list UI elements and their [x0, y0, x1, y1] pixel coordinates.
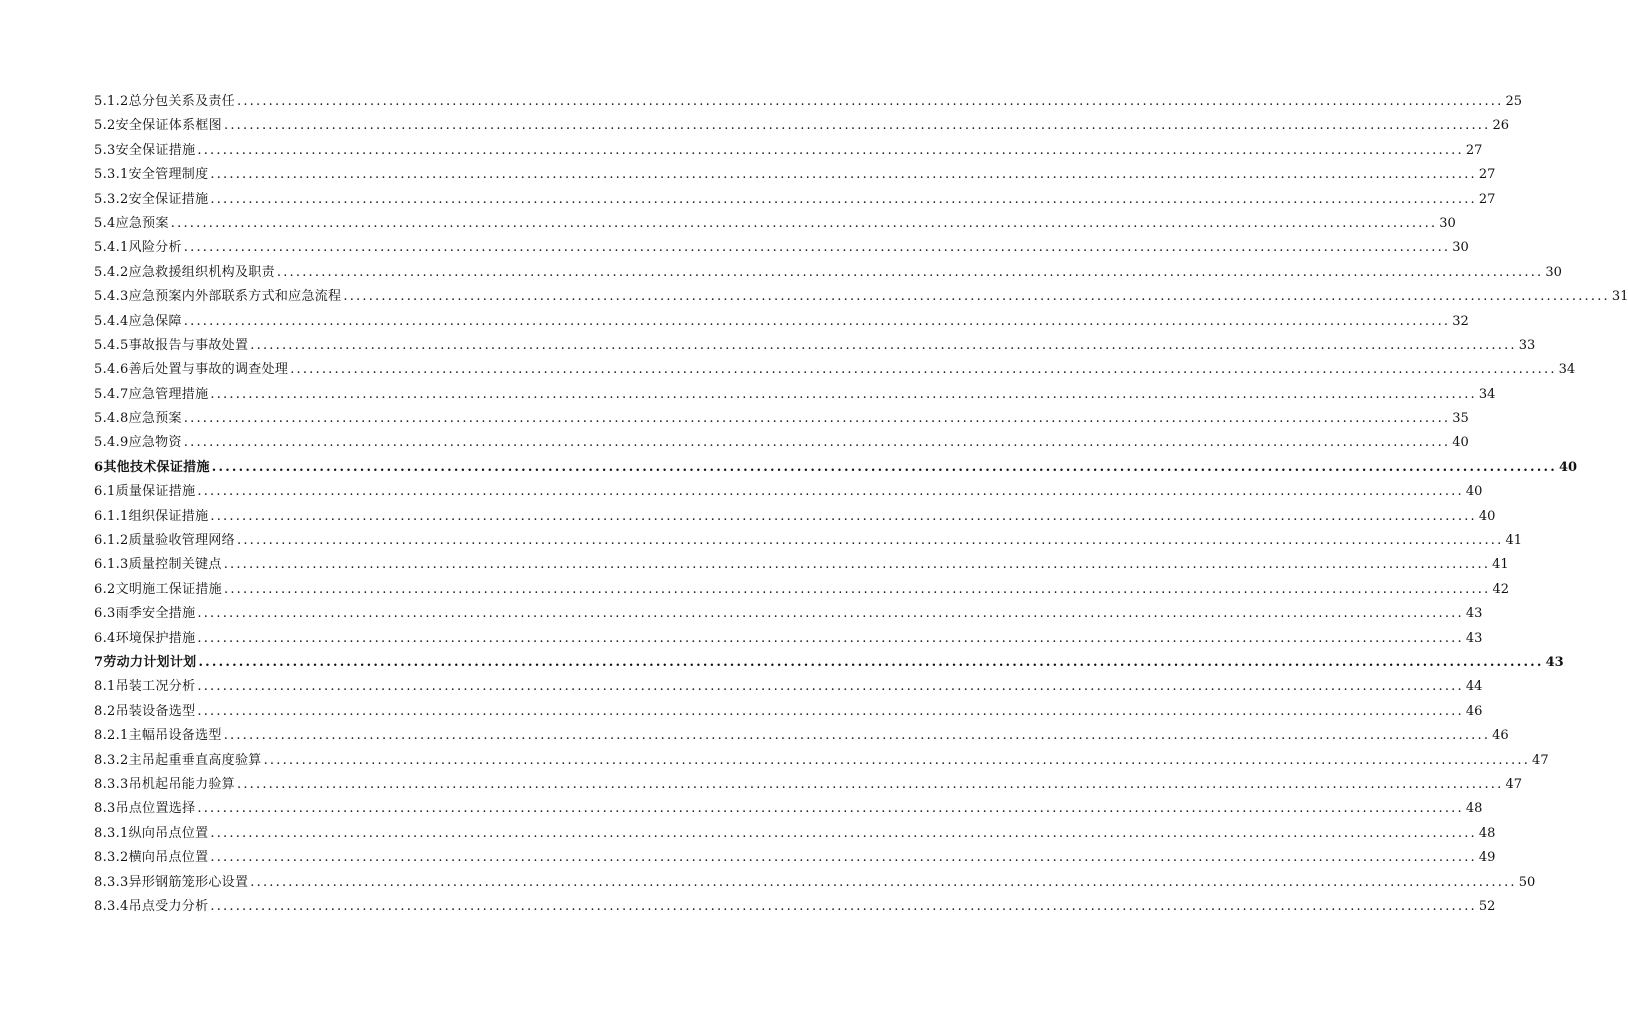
- toc-entry-page-number: 31: [1611, 289, 1628, 305]
- toc-entry-title: 8.3.2主吊起重垂直高度验算: [94, 752, 262, 768]
- dot-leader: ........................................................................................................................................................................................................: [183, 313, 1451, 329]
- toc-entry-page-number: 32: [1452, 313, 1469, 329]
- toc-entry-title: 5.4.7应急管理措施: [94, 386, 209, 402]
- toc-entry-page-number: 30: [1452, 240, 1469, 256]
- dot-leader: ........................................................................................................................................................................................................: [210, 167, 1477, 183]
- toc-entry-title: 8.3吊点位置选择: [94, 801, 196, 817]
- toc-entry[interactable]: [94, 261, 1562, 285]
- toc-entry-page-number: 41: [1492, 557, 1509, 573]
- toc-entry-title: 8.2吊装设备选型: [94, 703, 196, 719]
- toc-entry-page-number: 27: [1465, 142, 1483, 158]
- toc-entry-title: 6.1.3质量控制关键点: [94, 557, 222, 573]
- toc-entry-title: 6.1质量保证措施: [94, 484, 196, 500]
- toc-entry[interactable]: [94, 407, 1469, 431]
- toc-entry[interactable]: [94, 529, 1522, 553]
- toc-entry[interactable]: [94, 212, 1456, 236]
- toc-entry-title: 6其他技术保证措施: [94, 459, 210, 475]
- toc-entry[interactable]: [94, 700, 1483, 724]
- dot-leader: ........................................................................................................................................................................................................: [183, 411, 1451, 427]
- toc-entry-page-number: 27: [1478, 167, 1496, 183]
- dot-leader: ........................................................................................................................................................................................................: [236, 776, 1504, 792]
- toc-entry-title: 5.4.2应急救援组织机构及职责: [94, 264, 275, 280]
- dot-leader: ........................................................................................................................................................................................................: [210, 508, 1477, 524]
- toc-entry[interactable]: [94, 505, 1496, 529]
- dot-leader: ........................................................................................................................................................................................................: [210, 825, 1477, 841]
- toc-entry[interactable]: [94, 480, 1483, 504]
- toc-entry-title: 6.2文明施工保证措施: [94, 581, 222, 597]
- table-of-contents: [94, 90, 1628, 919]
- toc-entry-title: 5.3安全保证措施: [94, 142, 196, 158]
- dot-leader: ........................................................................................................................................................................................................: [276, 264, 1544, 280]
- dot-leader: ........................................................................................................................................................................................................: [263, 752, 1531, 768]
- dot-leader: ........................................................................................................................................................................................................: [183, 435, 1451, 451]
- toc-entry-page-number: 43: [1465, 630, 1483, 646]
- toc-entry-page-number: 33: [1518, 337, 1536, 353]
- toc-entry-title: 6.4环境保护措施: [94, 630, 196, 646]
- toc-entry-page-number: 34: [1478, 386, 1496, 402]
- dot-leader: ........................................................................................................................................................................................................: [210, 898, 1477, 914]
- dot-leader: ........................................................................................................................................................................................................: [223, 557, 1491, 573]
- dot-leader: ........................................................................................................................................................................................................: [210, 386, 1477, 402]
- dot-leader: ........................................................................................................................................................................................................: [223, 118, 1491, 134]
- toc-entry-page-number: 44: [1465, 679, 1483, 695]
- toc-entry-title: 8.3.2横向吊点位置: [94, 850, 209, 866]
- dot-leader: ........................................................................................................................................................................................................: [210, 850, 1477, 866]
- toc-entry-title: 5.4.8应急预案: [94, 411, 182, 427]
- toc-entry-title: 5.3.2安全保证措施: [94, 191, 209, 207]
- toc-entry[interactable]: [94, 895, 1496, 919]
- toc-entry[interactable]: [94, 383, 1496, 407]
- toc-entry[interactable]: [94, 431, 1469, 455]
- toc-entry-title: 5.4.6善后处置与事故的调查处理: [94, 362, 289, 378]
- dot-leader: ........................................................................................................................................................................................................: [290, 362, 1557, 378]
- toc-entry-title: 6.1.1组织保证措施: [94, 508, 209, 524]
- toc-entry[interactable]: [94, 651, 1564, 675]
- toc-entry[interactable]: [94, 627, 1483, 651]
- toc-entry-page-number: 46: [1492, 728, 1509, 744]
- toc-entry-title: 5.4.5事故报告与事故处置: [94, 337, 249, 353]
- toc-entry[interactable]: [94, 285, 1628, 309]
- toc-entry-page-number: 43: [1465, 606, 1483, 622]
- toc-entry-page-number: 48: [1465, 801, 1483, 817]
- dot-leader: ........................................................................................................................................................................................................: [197, 142, 1464, 158]
- toc-entry-page-number: 34: [1558, 362, 1576, 378]
- toc-entry-title: 6.3雨季安全措施: [94, 606, 196, 622]
- toc-entry-page-number: 30: [1545, 264, 1562, 280]
- dot-leader: ........................................................................................................................................................................................................: [197, 703, 1464, 719]
- toc-entry[interactable]: [94, 578, 1509, 602]
- toc-entry[interactable]: [94, 602, 1483, 626]
- toc-entry[interactable]: [94, 871, 1536, 895]
- dot-leader: ........................................................................................................................................................................................................: [197, 801, 1464, 817]
- dot-leader: ........................................................................................................................................................................................................: [197, 630, 1464, 646]
- dot-leader: ........................................................................................................................................................................................................: [197, 484, 1464, 500]
- dot-leader: ........................................................................................................................................................................................................: [210, 191, 1477, 207]
- toc-entry-title: 5.4.9应急物资: [94, 435, 182, 451]
- dot-leader: ........................................................................................................................................................................................................: [198, 654, 1544, 670]
- dot-leader: ........................................................................................................................................................................................................: [236, 94, 1504, 109]
- toc-entry-title: 8.3.3吊机起吊能力验算: [94, 776, 235, 792]
- toc-entry[interactable]: [94, 749, 1549, 773]
- toc-entry-page-number: 46: [1465, 703, 1483, 719]
- dot-leader: ........................................................................................................................................................................................................: [211, 459, 1557, 475]
- toc-entry-page-number: 49: [1478, 850, 1496, 866]
- toc-entry[interactable]: [94, 773, 1522, 797]
- toc-entry-title: 5.3.1安全管理制度: [94, 167, 209, 183]
- toc-entry-page-number: 47: [1532, 752, 1549, 768]
- dot-leader: ........................................................................................................................................................................................................: [250, 337, 1517, 353]
- toc-entry-title: 8.3.3异形钢筋笼形心设置: [94, 874, 249, 890]
- toc-entry[interactable]: [94, 188, 1496, 212]
- dot-leader: ........................................................................................................................................................................................................: [183, 240, 1451, 256]
- toc-entry-page-number: 50: [1518, 874, 1536, 890]
- toc-entry[interactable]: [94, 236, 1469, 260]
- toc-entry[interactable]: [94, 456, 1578, 480]
- dot-leader: ........................................................................................................................................................................................................: [197, 606, 1464, 622]
- toc-entry-page-number: 26: [1492, 118, 1509, 134]
- toc-entry-page-number: 25: [1505, 94, 1522, 109]
- dot-leader: ........................................................................................................................................................................................................: [223, 581, 1491, 597]
- toc-entry[interactable]: [94, 724, 1509, 748]
- toc-entry[interactable]: [94, 139, 1483, 163]
- toc-entry[interactable]: [94, 822, 1496, 846]
- toc-entry-page-number: 27: [1478, 191, 1496, 207]
- toc-entry-title: 5.4.3应急预案内外部联系方式和应急流程: [94, 289, 342, 305]
- toc-entry-page-number: 40: [1558, 459, 1578, 475]
- toc-entry-page-number: 42: [1492, 581, 1509, 597]
- toc-entry-page-number: 35: [1452, 411, 1469, 427]
- toc-entry[interactable]: [94, 334, 1536, 358]
- dot-leader: ........................................................................................................................................................................................................: [236, 533, 1504, 549]
- toc-entry-title: 7劳动力计划计划: [94, 654, 197, 670]
- toc-entry-page-number: 52: [1478, 898, 1496, 914]
- toc-entry-title: 6.1.2质量验收管理网络: [94, 533, 235, 549]
- toc-entry[interactable]: [94, 797, 1483, 821]
- toc-entry-page-number: 30: [1439, 215, 1456, 231]
- toc-entry-title: 5.4应急预案: [94, 215, 169, 231]
- toc-entry-page-number: 40: [1465, 484, 1483, 500]
- toc-entry-page-number: 40: [1452, 435, 1469, 451]
- toc-entry[interactable]: [94, 553, 1509, 577]
- toc-entry-page-number: 41: [1505, 533, 1522, 549]
- dot-leader: ........................................................................................................................................................................................................: [197, 679, 1464, 695]
- toc-entry-page-number: 43: [1545, 654, 1564, 670]
- dot-leader: ........................................................................................................................................................................................................: [170, 215, 1438, 231]
- toc-entry[interactable]: [94, 90, 1522, 114]
- toc-entry[interactable]: [94, 675, 1483, 699]
- toc-entry[interactable]: [94, 310, 1469, 334]
- toc-entry-title: 5.1.2总分包关系及责任: [94, 94, 235, 109]
- toc-entry[interactable]: [94, 114, 1509, 138]
- toc-entry-title: 5.4.1风险分析: [94, 240, 182, 256]
- dot-leader: ........................................................................................................................................................................................................: [250, 874, 1517, 890]
- toc-entry-title: 5.4.4应急保障: [94, 313, 182, 329]
- toc-entry-title: 8.3.4吊点受力分析: [94, 898, 209, 914]
- toc-entry-title: 8.2.1主幅吊设备选型: [94, 728, 222, 744]
- toc-entry-page-number: 40: [1478, 508, 1496, 524]
- toc-entry-page-number: 48: [1478, 825, 1496, 841]
- toc-entry[interactable]: [94, 163, 1496, 187]
- toc-entry-page-number: 47: [1505, 776, 1522, 792]
- dot-leader: ........................................................................................................................................................................................................: [343, 289, 1610, 305]
- dot-leader: ........................................................................................................................................................................................................: [223, 728, 1491, 744]
- toc-entry[interactable]: [94, 358, 1576, 382]
- toc-entry-title: 8.3.1纵向吊点位置: [94, 825, 209, 841]
- toc-entry[interactable]: [94, 846, 1496, 870]
- toc-entry-title: 5.2安全保证体系框图: [94, 118, 222, 134]
- toc-entry-title: 8.1吊装工况分析: [94, 679, 196, 695]
